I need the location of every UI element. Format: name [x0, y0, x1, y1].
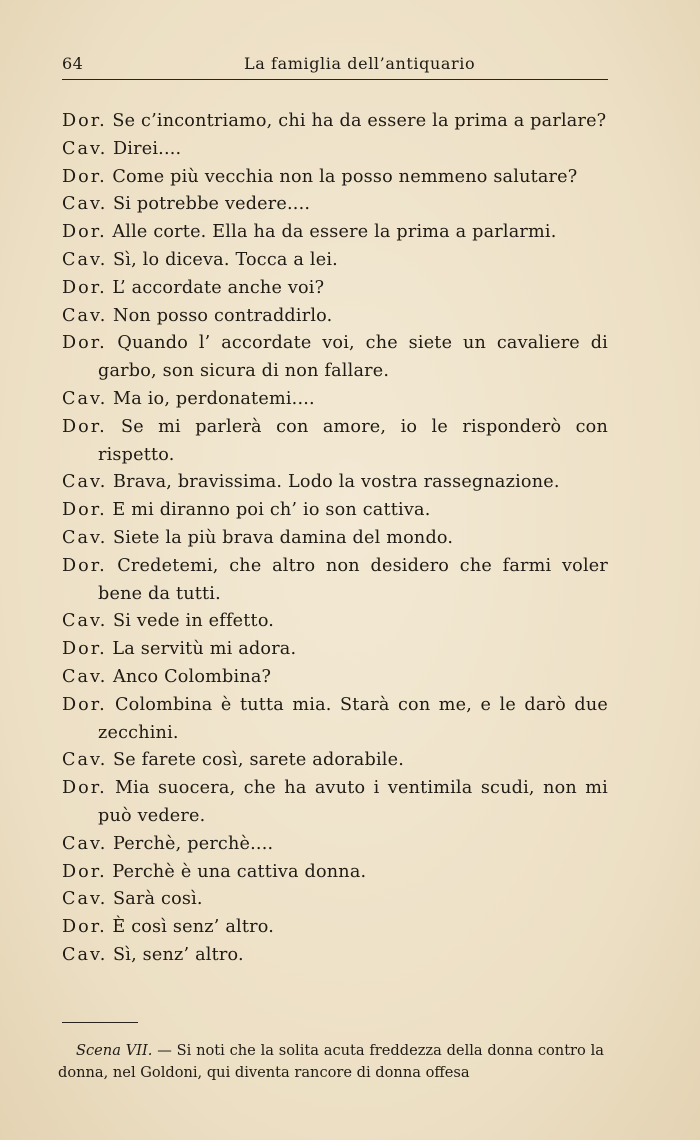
dialogue-line [62, 525, 608, 553]
speaker-name: Cav. [62, 527, 108, 548]
speaker-name: Dor. [62, 917, 107, 938]
speaker-name: Cav. [62, 472, 108, 493]
speaker-name: Dor. [62, 555, 107, 576]
dialogue-line [62, 747, 608, 775]
speaker-name: Cav. [62, 833, 108, 854]
dialogue-line [62, 831, 608, 859]
speech-text: Ma io, perdonatemi.... [113, 388, 315, 409]
page-number: 64 [62, 54, 84, 73]
speech-text: Brava, bravissima. Lodo la vostra rassegnazione. [113, 472, 560, 493]
speech-text: Alle corte. Ella ha da essere la prima a parlarmi. [112, 222, 557, 243]
speaker-name: Dor. [62, 222, 107, 243]
speaker-name: Dor. [62, 639, 107, 660]
dialogue-line [62, 497, 608, 525]
dialogue-line [62, 469, 608, 497]
footnote-text: — Si noti che la solita acuta freddezza della donna contro la donna, nel Goldoni, qui diventa rancore di donna offesa [58, 1042, 604, 1081]
speech-text: E mi diranno poi ch’ io son cattiva. [112, 500, 431, 521]
footnote-rule [62, 1022, 138, 1023]
speaker-name: Dor. [62, 861, 107, 882]
dialogue-line [62, 275, 608, 303]
dialogue-line [62, 330, 608, 386]
page-header [62, 52, 608, 80]
speaker-name: Dor. [62, 694, 107, 715]
speech-text: Perchè è una cattiva donna. [112, 861, 367, 882]
dialogue-line [62, 692, 608, 748]
dialogue-line [62, 886, 608, 914]
speaker-name: Cav. [62, 194, 108, 215]
footnote [58, 1040, 604, 1084]
header-rule [62, 79, 608, 80]
dialogue-line [62, 303, 608, 331]
dialogue-line [62, 636, 608, 664]
speech-text: Perchè, perchè.... [113, 833, 274, 854]
speech-text: L’ accordate anche voi? [112, 277, 325, 298]
footnote-lead: Scena VII. [76, 1042, 153, 1059]
dialogue-line [62, 553, 608, 609]
speech-text: Se mi parlerà con amore, io le risponderò con rispetto. [98, 416, 609, 465]
dialogue-line [62, 775, 608, 831]
speech-text: Mia suocera, che ha avuto i ventimila scudi, non mi può vedere. [98, 778, 609, 826]
dialogue-line [62, 219, 608, 247]
dialogue-line [62, 664, 608, 692]
speech-text: È così senz’ altro. [112, 917, 275, 938]
speaker-name: Cav. [62, 944, 108, 965]
speech-text: Sarà così. [113, 889, 203, 910]
dialogue-line [62, 108, 608, 136]
speech-text: Si potrebbe vedere.... [113, 194, 311, 215]
speech-text: Sì, senz’ altro. [113, 944, 244, 965]
speaker-name: Dor. [62, 778, 107, 799]
speech-text: Non posso contraddirlo. [113, 305, 333, 326]
dialogue-line [62, 164, 608, 192]
speaker-name: Cav. [62, 138, 108, 159]
speech-text: Colombina è tutta mia. Starà con me, e le darò due zecchini. [98, 694, 608, 743]
speech-text: Direi.... [113, 138, 182, 159]
speech-text: Se c’incontriamo, chi ha da essere la prima a parlare? [112, 111, 607, 131]
running-title: La famiglia dell’antiquario [244, 54, 476, 73]
speaker-name: Dor. [62, 277, 107, 298]
speaker-name: Cav. [62, 305, 108, 326]
dialogue-block [62, 108, 608, 970]
speech-text: Anco Colombina? [113, 666, 272, 687]
speaker-name: Dor. [62, 111, 107, 131]
speech-text: Siete la più brava damina del mondo. [113, 527, 454, 548]
speaker-name: Cav. [62, 666, 108, 687]
speaker-name: Dor. [62, 166, 107, 187]
speaker-name: Dor. [62, 500, 107, 521]
speaker-name: Cav. [62, 611, 108, 632]
dialogue-line [62, 386, 608, 414]
dialogue-line [62, 136, 608, 164]
speaker-name: Dor. [62, 416, 107, 437]
speech-text: Sì, lo diceva. Tocca a lei. [113, 249, 338, 270]
dialogue-line [62, 859, 608, 887]
dialogue-line [62, 191, 608, 219]
speech-text: Si vede in effetto. [113, 611, 275, 632]
dialogue-line [62, 914, 608, 942]
dialogue-line [62, 942, 608, 970]
speaker-name: Cav. [62, 388, 108, 409]
speech-text: Quando l’ accordate voi, che siete un cavaliere di garbo, son sicura di non fallare. [98, 333, 609, 382]
speaker-name: Cav. [62, 889, 108, 910]
speech-text: Come più vecchia non la posso nemmeno salutare? [112, 166, 578, 187]
speech-text: Credetemi, che altro non desidero che farmi voler bene da tutti. [98, 555, 608, 604]
speech-text: Se farete così, sarete adorabile. [113, 750, 405, 771]
speaker-name: Cav. [62, 750, 108, 771]
speaker-name: Cav. [62, 249, 108, 270]
dialogue-line [62, 247, 608, 275]
speaker-name: Dor. [62, 333, 107, 354]
speech-text: La servitù mi adora. [112, 639, 297, 660]
dialogue-line [62, 608, 608, 636]
dialogue-line [62, 414, 608, 470]
